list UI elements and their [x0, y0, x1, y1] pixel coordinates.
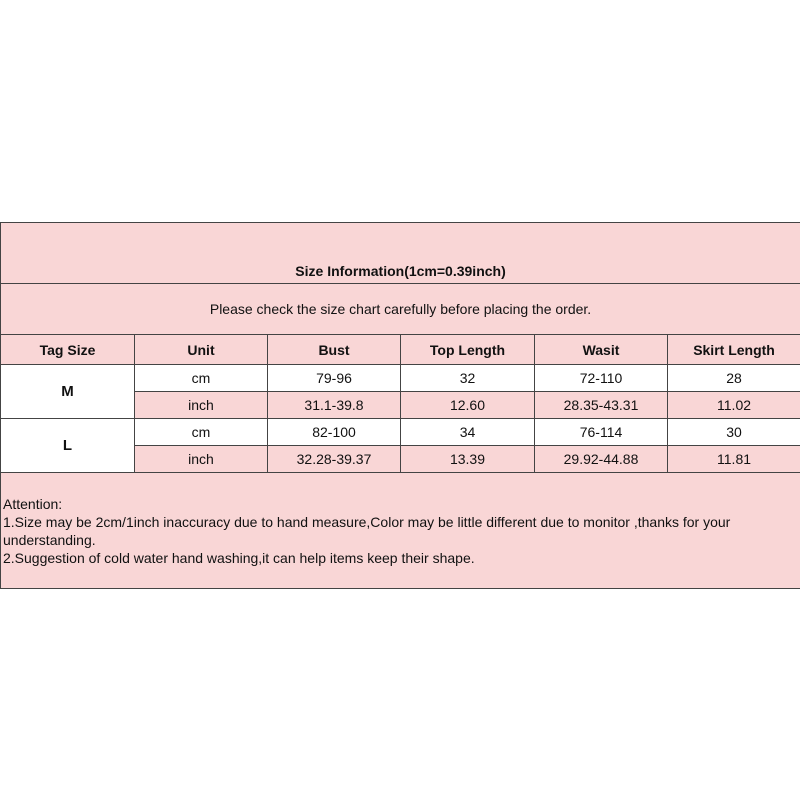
tag-size-l: L [1, 419, 135, 473]
note-line-1: 1.Size may be 2cm/1inch inaccuracy due to hand measure,Color may be little different due to monitor ,thanks for your [3, 514, 731, 530]
note-line-1-continued: understanding. [3, 532, 96, 548]
bust-cell: 82-100 [268, 419, 401, 446]
skirt-length-cell: 11.02 [668, 392, 800, 419]
header-unit: Unit [135, 335, 268, 365]
header-bust: Bust [268, 335, 401, 365]
top-length-cell: 13.39 [401, 446, 535, 473]
attention-notes [1, 473, 800, 589]
unit-cell: cm [135, 419, 268, 446]
top-length-cell: 32 [401, 365, 535, 392]
waist-cell: 76-114 [535, 419, 668, 446]
top-length-cell: 34 [401, 419, 535, 446]
header-top-length: Top Length [401, 335, 535, 365]
size-chart-subtitle: Please check the size chart carefully before placing the order. [1, 284, 800, 335]
bust-cell: 79-96 [268, 365, 401, 392]
notes-heading: Attention: [3, 496, 63, 512]
top-length-cell: 12.60 [401, 392, 535, 419]
waist-cell: 29.92-44.88 [535, 446, 668, 473]
header-tag-size: Tag Size [1, 335, 135, 365]
waist-cell: 72-110 [535, 365, 668, 392]
table-row [1, 365, 800, 392]
table-header-row [1, 335, 800, 365]
skirt-length-cell: 11.81 [668, 446, 800, 473]
size-chart-table [0, 222, 800, 589]
waist-cell: 28.35-43.31 [535, 392, 668, 419]
unit-cell: cm [135, 365, 268, 392]
size-chart-sheet [0, 222, 800, 589]
tag-size-m: M [1, 365, 135, 419]
header-waist: Wasit [535, 335, 668, 365]
skirt-length-cell: 30 [668, 419, 800, 446]
skirt-length-cell: 28 [668, 365, 800, 392]
note-line-2: 2.Suggestion of cold water hand washing,it can help items keep their shape. [3, 550, 475, 566]
unit-cell: inch [135, 392, 268, 419]
unit-cell: inch [135, 446, 268, 473]
header-skirt-length: Skirt Length [668, 335, 800, 365]
table-row [1, 419, 800, 446]
size-chart-title: Size Information(1cm=0.39inch) [1, 223, 800, 284]
bust-cell: 31.1-39.8 [268, 392, 401, 419]
bust-cell: 32.28-39.37 [268, 446, 401, 473]
